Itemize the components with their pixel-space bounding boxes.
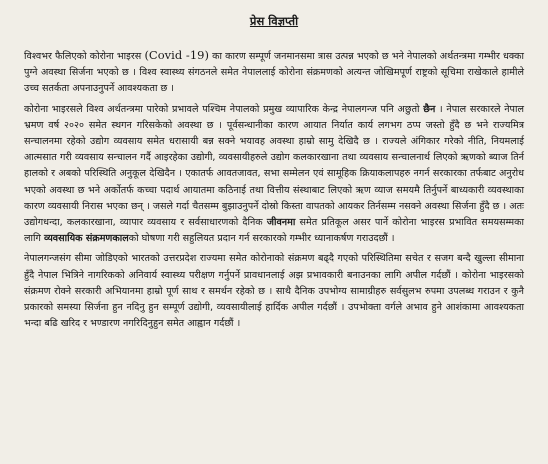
paragraph-1 [24, 47, 524, 98]
p2-bold-3: व्यवसायिक संक्रमणकाल [43, 233, 129, 245]
paragraph-3: नेपालगन्जसंग सीमा जोडिएको भारतको उत्तरप्रदेश राज्यमा समेत कोरोनाको संक्रमण बढ्दै गएको परिस्थितिमा सचेत र सजग बन्दै खुल्ला सीमाना हुँदै नेपाल भित्रिने नागरिकको अनिवार्य स्वास्थ्य परीक्षण गर्नुपर्ने प्रावधानलाई अझ प्रभावकारी बनाउनका लागि अपील गर्दछौं । कोरोना भाइरसको संक्रमण रोक्ने सरकारी अभियानमा हाम्रो पूर्ण साथ र समर्थन रहेको छ । साथै दैनिक उपभोग्य सामाग्रीहरु सर्वसुलभ रुपमा उपलब्ध गराउन र कुनै प्रकारको समस्या सिर्जना हुन नदिनु हुन सम्पूर्ण उद्योगी, व्यवसायीलाई हार्दिक अपील गर्दछौं । उपभोक्ता वर्गले अभाव हुने आशंकामा आवश्यकता भन्दा बढि खरिद र भण्डारण नगरिदिनुहुन समेत आह्वान गर्दछौं । [24, 253, 524, 330]
p2-bold-2: जीवनमा [266, 217, 296, 229]
document-title [24, 14, 524, 29]
p2-text-d: समेत प्रतिकूल असर पार्ने कोरोना भाइरस प्रभावित समयसम्मका लागि [24, 217, 524, 245]
p2-text-c: । नेपाल सरकारले नेपाल भ्रमण वर्ष २०२० समेत स्थगन गरिसकेको अवस्था छ । पूर्वसन्धानीका कारण आयात निर्यात कार्य लगभग ठप्प जस्तो हुँदै छ भने राज्यमित्र सन्चालनमा रहेको उद्योग व्यवसाय समेत धरासायी बन्न सक्ने भयावह अवस्था हाम्रो सामु देखिदै छ । राज्यले अंगिकार गरेको नीति, नियमलाई आत्मसात गरी व्यवसाय सन्चालन गर्दै आइरहेका उद्योगी, व्यवसायीहरुले उद्योग कलकारखाना तथा व्यवसाय सन्चालनार्थ लिएको ऋणको ब्याज तिर्न हालको र अबको परिस्थिति अनुकूल देखिदैन । एकातर्फ आवतजावत, सभा सम्मेलन एवं सामूहिक क्रियाकलापहरु नगर्न सरकारका तर्फबाट अनुरोध भएको अवस्था छ भने अर्कोतर्फ कच्चा पदार्थ आयातमा कठिनाई तथा वित्तीय संस्थाबाट लिएको ऋण व्याज समयमै तिर्नुपर्ने बाध्यकारी व्यवस्थाका कारण व्यवसायी निरास भएका छन् । जसले गर्दा चैतसम्म बुझाउनुपर्ने दोस्रो किस्ता वापतको आयकर तिर्नसम्म नसक्ने अवस्था सिर्जना हुँदै छ । अतः उद्योगधन्दा, कलकारखाना, व्यापार व्यवसाय र सर्वसाधारणको दैनिक [24, 103, 524, 229]
p1-text-a: विश्वभर फैलिएको कोरोना भाइरस [24, 51, 145, 62]
p1-text-b: का कारण सम्पूर्ण जनमानसमा त्रास उत्पन्न भएको छ भने नेपालको अर्थतन्त्रमा गम्भीर धक्का पुग्ने अवस्था सिर्जना भएको छ । विश्व स्वास्थ्य संगठनले समेत नेपाललाई कोरोना संक्रमणको अत्यन्त जोखिमपूर्ण राष्ट्रको सूचिमा राखेकाले हामीले उच्च सतर्कता अपनाउनुपर्ने आवश्यकता छ । [24, 51, 524, 95]
p2-bold-1: छैन [423, 103, 436, 115]
title-text: प्रेस विज्ञप्ती [249, 14, 299, 28]
paragraph-2 [24, 102, 524, 248]
p2-text-a: कोरोना भाइरसले विश्व अर्थतन्त्रमा पारेको प्रभावले पश्चिम नेपालको प्रमुख व्यापारिक केन्द्र नेपालगन्ज पनि अछुतो [24, 103, 424, 115]
p1-covid-term: (Covid -19) [144, 48, 209, 62]
p2-text-e: को घोषणा गरी सहुलियत प्रदान गर्न सरकारको गम्भीर ध्यानाकर्षण गराउदछौं । [128, 233, 395, 245]
